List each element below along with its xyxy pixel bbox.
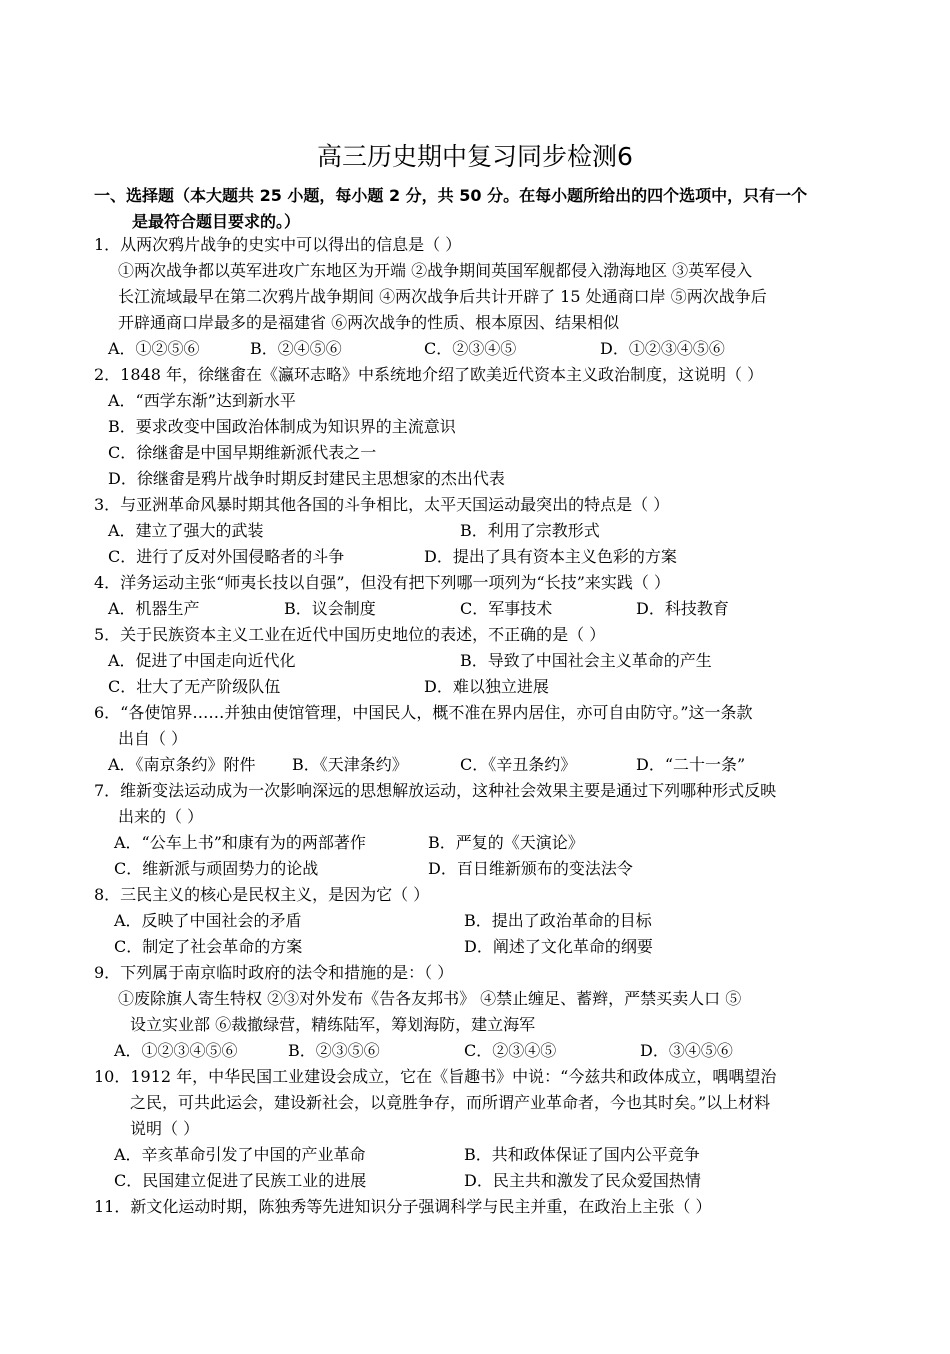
option-a: A．促进了中国走向近代化 bbox=[108, 651, 296, 670]
option-a: A．建立了强大的武装 bbox=[108, 521, 264, 540]
question-text: 开辟通商口岸最多的是福建省 ⑥两次战争的性质、根本原因、结果相似 bbox=[118, 313, 620, 332]
option-row bbox=[94, 856, 864, 882]
option-d: D．“二十一条” bbox=[636, 755, 746, 774]
section-heading-line2: 是最符合题目要求的。） bbox=[132, 212, 301, 231]
question-stem: 1．从两次鸦片战争的史实中可以得出的信息是（ ） bbox=[94, 235, 462, 254]
option-b: B．导致了中国社会主义革命的产生 bbox=[460, 651, 712, 670]
option-d: D．③④⑤⑥ bbox=[640, 1041, 733, 1060]
question-text: ①废除旗人寄生特权 ②③对外发布《告各友邦书》 ④禁止缠足、蓄辫，严禁买卖人口 ⑤ bbox=[118, 989, 742, 1008]
option-c: C．维新派与顽固势力的论战 bbox=[114, 859, 319, 878]
option-c: C．《辛丑条约》 bbox=[460, 755, 577, 774]
option-row bbox=[94, 648, 864, 674]
option-a: A．反映了中国社会的矛盾 bbox=[114, 911, 302, 930]
option-row bbox=[94, 544, 864, 570]
question-stem: 10．1912 年，中华民国工业建设会成立，它在《旨趣书》中说：“今兹共和政体成立，喁喁望治 bbox=[94, 1067, 777, 1086]
option-c: C．壮大了无产阶级队伍 bbox=[108, 677, 281, 696]
question-stem: 3．与亚洲革命风暴时期其他各国的斗争相比，太平天国运动最突出的特点是（ ） bbox=[94, 495, 670, 514]
option-b: B．议会制度 bbox=[284, 599, 376, 618]
option-c: C．徐继畬是中国早期维新派代表之一 bbox=[108, 443, 377, 462]
option-d: D．阐述了文化革命的纲要 bbox=[464, 937, 653, 956]
option-a: A．《南京条约》附件 bbox=[108, 755, 256, 774]
option-d: D．民主共和激发了民众爱国热情 bbox=[464, 1171, 701, 1190]
option-a: A．辛亥革命引发了中国的产业革命 bbox=[114, 1145, 366, 1164]
question-stem: 8．三民主义的核心是民权主义，是因为它（ ） bbox=[94, 885, 430, 904]
option-d: D．难以独立进展 bbox=[424, 677, 549, 696]
option-row bbox=[94, 934, 864, 960]
question-stem: 5．关于民族资本主义工业在近代中国历史地位的表述，不正确的是（ ） bbox=[94, 625, 606, 644]
question-stem-continued: 出来的（ ） bbox=[118, 807, 204, 826]
question-stem: 7．维新变法运动成为一次影响深远的思想解放运动，这种社会效果主要是通过下列哪种形式反映 bbox=[94, 781, 777, 800]
option-row bbox=[94, 674, 864, 700]
option-row bbox=[94, 596, 864, 622]
option-d: D．徐继畬是鸦片战争时期反封建民主思想家的杰出代表 bbox=[108, 469, 505, 488]
option-d: D．科技教育 bbox=[636, 599, 729, 618]
option-b: B．《天津条约》 bbox=[292, 755, 408, 774]
section-heading-line1: 一、选择题（本大题共 25 小题，每小题 2 分，共 50 分。在每小题所给出的四个选项中，只有一个 bbox=[94, 186, 808, 205]
page-title: 高三历史期中复习同步检测6 bbox=[317, 142, 633, 171]
question-stem: 2．1848 年，徐继畬在《瀛环志略》中系统地介绍了欧美近代资本主义政治制度，这说明（ ） bbox=[94, 365, 764, 384]
option-row bbox=[94, 752, 864, 778]
option-a: A．“公车上书”和康有为的两部著作 bbox=[114, 833, 366, 852]
option-b: B．要求改变中国政治体制成为知识界的主流意识 bbox=[108, 417, 456, 436]
option-d: D．①②③④⑤⑥ bbox=[600, 339, 725, 358]
question-stem: 11．新文化运动时期，陈独秀等先进知识分子强调科学与民主并重，在政治上主张（ ） bbox=[94, 1197, 712, 1216]
option-a: A．①②⑤⑥ bbox=[108, 339, 200, 358]
option-row bbox=[94, 1142, 864, 1168]
question-stem-continued: 说明（ ） bbox=[130, 1119, 200, 1138]
section-heading bbox=[94, 183, 864, 235]
option-c: C．②③④⑤ bbox=[464, 1041, 557, 1060]
option-d: D．提出了具有资本主义色彩的方案 bbox=[424, 547, 677, 566]
option-b: B．严复的《天演论》 bbox=[428, 833, 584, 852]
option-b: B．共和政体保证了国内公平竞争 bbox=[464, 1145, 700, 1164]
question-text: ①两次战争都以英军进攻广东地区为开端 ②战争期间英国军舰都侵入渤海地区 ③英军侵入 bbox=[118, 261, 753, 280]
option-c: C．制定了社会革命的方案 bbox=[114, 937, 303, 956]
option-row bbox=[94, 1038, 864, 1064]
option-row bbox=[94, 336, 864, 362]
option-c: C．进行了反对外国侵略者的斗争 bbox=[108, 547, 345, 566]
option-b: B．提出了政治革命的目标 bbox=[464, 911, 652, 930]
question-text: 长江流域最早在第二次鸦片战争期间 ④两次战争后共计开辟了 15 处通商口岸 ⑤两次战争后 bbox=[118, 287, 767, 306]
question-text: 设立实业部 ⑥裁撤绿营，精练陆军，筹划海防，建立海军 bbox=[130, 1015, 536, 1034]
question-list bbox=[94, 232, 864, 1220]
option-a: A．“西学东渐”达到新水平 bbox=[108, 391, 296, 410]
option-b: B．利用了宗教形式 bbox=[460, 521, 600, 540]
option-b: B．②③⑤⑥ bbox=[288, 1041, 380, 1060]
question-stem-continued: 出自（ ） bbox=[118, 729, 188, 748]
question-stem: 9．下列属于南京临时政府的法令和措施的是：（ ） bbox=[94, 963, 454, 982]
question-stem-continued: 之民，可共此运会，建设新社会，以竟胜争存，而所谓产业革命者，今也其时矣。”以上材料 bbox=[130, 1093, 771, 1112]
option-c: C．军事技术 bbox=[460, 599, 553, 618]
option-row bbox=[94, 908, 864, 934]
question-stem: 6．“各使馆界……并独由使馆管理，中国民人，概不准在界内居住，亦可自由防守。”这一条款 bbox=[94, 703, 753, 722]
option-row bbox=[94, 1168, 864, 1194]
option-c: C．民国建立促进了民族工业的进展 bbox=[114, 1171, 367, 1190]
option-d: D．百日维新颁布的变法法令 bbox=[428, 859, 633, 878]
option-a: A．机器生产 bbox=[108, 599, 200, 618]
question-stem: 4．洋务运动主张“师夷长技以自强”，但没有把下列哪一项列为“长技”来实践（ ） bbox=[94, 573, 670, 592]
option-b: B．②④⑤⑥ bbox=[250, 339, 342, 358]
option-row bbox=[94, 518, 864, 544]
option-row bbox=[94, 830, 864, 856]
option-c: C．②③④⑤ bbox=[424, 339, 517, 358]
option-a: A．①②③④⑤⑥ bbox=[114, 1041, 238, 1060]
